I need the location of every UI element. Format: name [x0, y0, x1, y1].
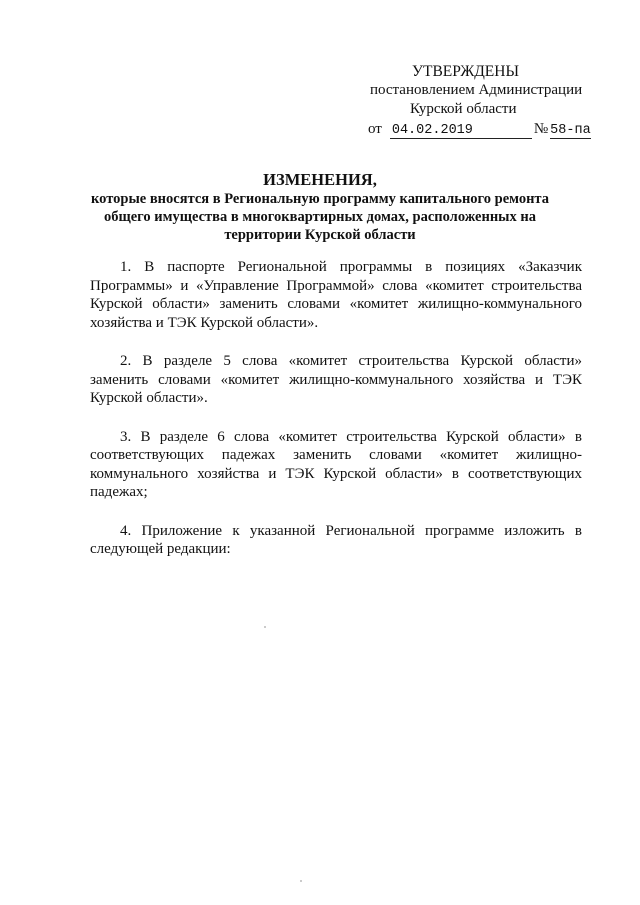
- approval-number: 58-па: [550, 123, 591, 138]
- approval-title: УТВЕРЖДЕНЫ: [412, 63, 519, 80]
- approval-issuer: постановлением Администрации: [370, 82, 583, 98]
- scan-speck: [300, 880, 302, 882]
- approval-number-sign: №: [533, 121, 549, 137]
- document-title: ИЗМЕНЕНИЯ,: [263, 170, 377, 189]
- paragraph-1: 1. В паспорте Региональной программы в позициях «Заказчик Программы» и «Управление Программой» слова «комитет строительства Курской области» заменить словами «комитет жилищно-коммунального хозяйства и ТЭК Курской области».: [90, 259, 582, 331]
- document-subtitle: которые вносятся в Региональную программу капитального ремонта общего имущества в многоквартирных домах, расположенных на территории Курской области: [91, 191, 549, 243]
- document-body: [90, 258, 582, 579]
- paragraph-3: 3. В разделе 6 слова «комитет строительства Курской области» в соответствующих падежах заменить словами «комитет жилищно-коммунального хозяйства и ТЭК Курской области» в соответствующих падежах;: [90, 428, 582, 500]
- scan-speck: [264, 626, 266, 628]
- approval-region: Курской области: [410, 101, 517, 117]
- approval-from-label: от: [368, 121, 382, 137]
- paragraph-2: 2. В разделе 5 слова «комитет строительства Курской области» заменить словами «комитет жилищно-коммунального хозяйства и ТЭК Курской области».: [90, 353, 582, 406]
- document-heading: [70, 170, 570, 244]
- approval-stamp: [368, 62, 608, 139]
- approval-date-number: [368, 120, 608, 139]
- approval-date: 04.02.2019: [390, 123, 532, 139]
- paragraph-4: 4. Приложение к указанной Региональной программе изложить в следующей редакции:: [90, 522, 582, 557]
